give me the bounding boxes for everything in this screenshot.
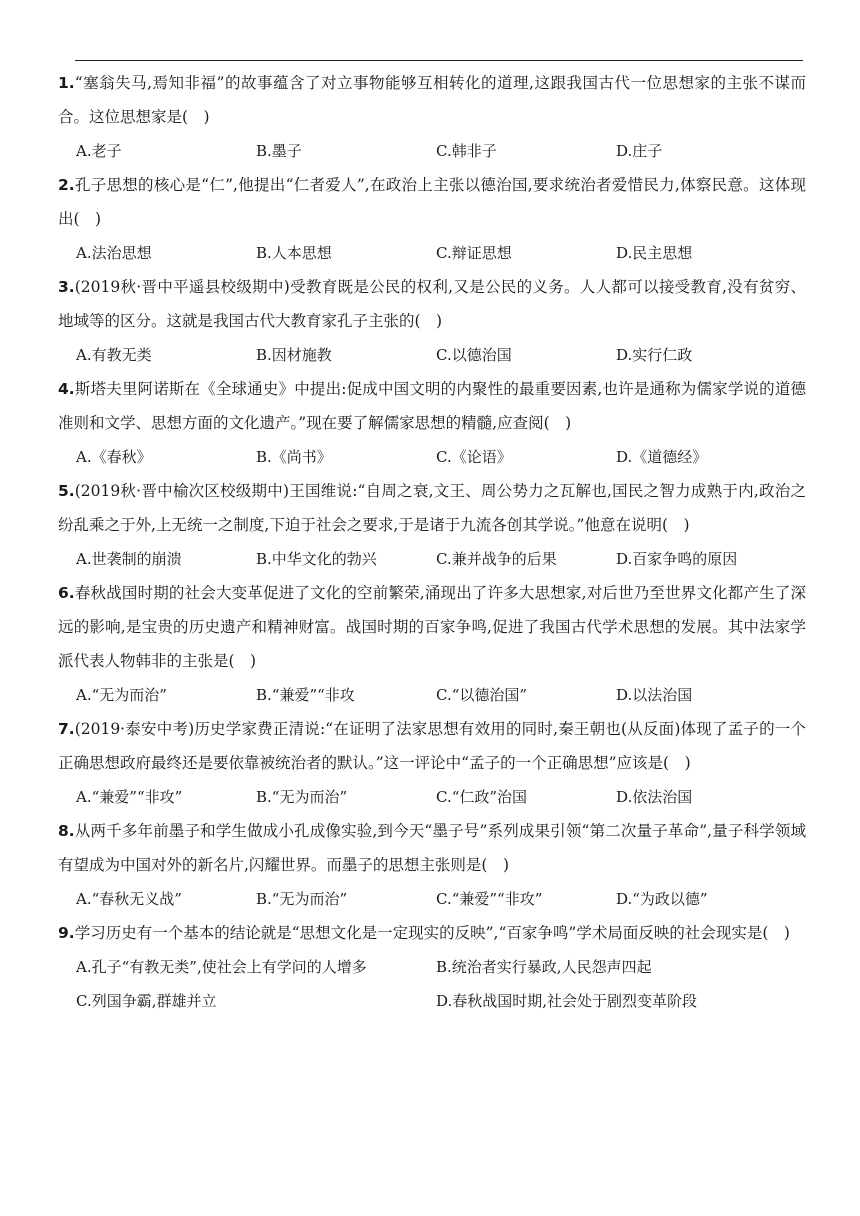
option-b[interactable] (256, 338, 436, 372)
option-d[interactable] (436, 984, 796, 1018)
option-b[interactable] (256, 882, 436, 916)
option-letter: D. (616, 448, 633, 466)
option-letter: D. (616, 244, 633, 262)
option-text: “兼爱”“非攻” (91, 788, 183, 806)
option-c[interactable] (436, 236, 616, 270)
option-text: 人本思想 (271, 244, 332, 262)
option-letter: A. (76, 890, 92, 908)
option-text: 春秋战国时期,社会处于剧烈变革阶段 (452, 992, 698, 1010)
question-number: 7. (58, 720, 75, 738)
option-a[interactable] (76, 236, 256, 270)
question-text: 斯塔夫里阿诺斯在《全球通史》中提出:促成中国文明的内聚性的最重要因素,也许是通称为儒家学说的道德准则和文学、思想方面的文化遗产。”现在要了解儒家思想的精髓,应查阅( ) (58, 380, 806, 432)
option-text: “兼爱”“非攻 (271, 686, 355, 704)
option-row (58, 678, 806, 712)
option-text: 依法治国 (632, 788, 693, 806)
option-letter: A. (76, 244, 92, 262)
option-c[interactable] (436, 678, 616, 712)
option-text: 法治思想 (91, 244, 152, 262)
option-letter: D. (616, 142, 633, 160)
option-text: 《春秋》 (91, 448, 152, 466)
option-letter: D. (616, 686, 633, 704)
question-number: 1. (58, 74, 75, 92)
option-letter: B. (256, 788, 272, 806)
question-text: (2019秋·晋中榆次区校级期中)王国维说:“自周之衰,文王、周公势力之瓦解也,国民之智力成熟于内,政治之纷乱乘之于外,上无统一之制度,下迫于社会之要求,于是诸于九流各创其学说。”他意在说明( ) (58, 482, 806, 534)
question-stem (58, 474, 806, 542)
option-c[interactable] (436, 440, 616, 474)
option-letter: C. (436, 686, 452, 704)
option-c[interactable] (436, 780, 616, 814)
option-a[interactable] (76, 950, 436, 984)
option-text: 统治者实行暴政,人民怨声四起 (451, 958, 652, 976)
option-letter: C. (436, 448, 452, 466)
option-c[interactable] (436, 542, 616, 576)
question-8 (58, 814, 806, 916)
option-text: “以德治国” (451, 686, 528, 704)
option-text: “为政以德” (632, 890, 708, 908)
question-stem (58, 168, 806, 236)
option-text: 列国争霸,群雄并立 (91, 992, 217, 1010)
option-text: 墨子 (271, 142, 302, 160)
question-number: 2. (58, 176, 75, 194)
option-row (58, 780, 806, 814)
option-d[interactable] (616, 882, 796, 916)
option-text: 中华文化的勃兴 (271, 550, 377, 568)
option-letter: C. (436, 550, 452, 568)
question-4 (58, 372, 806, 474)
option-text: “无为而治” (271, 788, 348, 806)
option-a[interactable] (76, 780, 256, 814)
question-2 (58, 168, 806, 270)
option-letter: B. (256, 448, 272, 466)
option-d[interactable] (616, 338, 796, 372)
option-letter: A. (76, 346, 92, 364)
option-text: “无为而治” (271, 890, 348, 908)
question-text: 孔子思想的核心是“仁”,他提出“仁者爱人”,在政治上主张以德治国,要求统治者爱惜民力,体察民意。这体现出( ) (58, 176, 806, 228)
option-c[interactable] (76, 984, 436, 1018)
option-d[interactable] (616, 780, 796, 814)
option-text: “兼爱”“非攻” (451, 890, 543, 908)
option-text: 百家争鸣的原因 (632, 550, 738, 568)
option-c[interactable] (436, 882, 616, 916)
option-text: 《尚书》 (271, 448, 332, 466)
question-stem (58, 916, 806, 950)
option-letter: A. (76, 142, 92, 160)
option-row (58, 542, 806, 576)
option-row (58, 338, 806, 372)
option-letter: B. (256, 244, 272, 262)
option-letter: C. (436, 788, 452, 806)
option-row (58, 236, 806, 270)
option-b[interactable] (256, 440, 436, 474)
option-b[interactable] (256, 236, 436, 270)
option-c[interactable] (436, 338, 616, 372)
option-letter: D. (436, 992, 453, 1010)
option-text: 有教无类 (91, 346, 152, 364)
question-stem (58, 814, 806, 882)
option-row (58, 984, 806, 1018)
option-row (58, 440, 806, 474)
option-text: 孔子“有教无类”,使社会上有学问的人增多 (91, 958, 367, 976)
option-d[interactable] (616, 134, 796, 168)
option-text: 辩证思想 (451, 244, 512, 262)
option-a[interactable] (76, 882, 256, 916)
option-text: 民主思想 (632, 244, 693, 262)
option-text: 韩非子 (451, 142, 497, 160)
question-stem (58, 66, 806, 134)
option-a[interactable] (76, 338, 256, 372)
question-text: 春秋战国时期的社会大变革促进了文化的空前繁荣,涌现出了许多大思想家,对后世乃至世界文化都产生了深远的影响,是宝贵的历史遗产和精神财富。战国时期的百家争鸣,促进了我国古代学术思想的发展。其中法家学派代表人物韩非的主张是( ) (58, 584, 806, 670)
option-letter: C. (76, 992, 92, 1010)
option-d[interactable] (616, 542, 796, 576)
option-letter: D. (616, 788, 633, 806)
option-letter: B. (256, 550, 272, 568)
question-text: (2019秋·晋中平遥县校级期中)受教育既是公民的权利,又是公民的义务。人人都可以接受教育,没有贫穷、地域等的区分。这就是我国古代大教育家孔子主张的( ) (58, 278, 806, 330)
option-letter: B. (256, 686, 272, 704)
question-list (58, 66, 806, 1018)
question-number: 3. (58, 278, 75, 296)
question-stem (58, 372, 806, 440)
question-7 (58, 712, 806, 814)
question-stem (58, 712, 806, 780)
question-text: “塞翁失马,焉知非福”的故事蕴含了对立事物能够互相转化的道理,这跟我国古代一位思想家的主张不谋而合。这位思想家是( ) (58, 74, 806, 126)
option-letter: B. (256, 890, 272, 908)
question-3 (58, 270, 806, 372)
option-text: “仁政”治国 (451, 788, 528, 806)
option-text: 《道德经》 (632, 448, 708, 466)
option-text: 以法治国 (632, 686, 693, 704)
option-b[interactable] (256, 780, 436, 814)
option-text: 庄子 (632, 142, 663, 160)
option-b[interactable] (436, 950, 796, 984)
option-text: 实行仁政 (632, 346, 693, 364)
option-letter: B. (256, 142, 272, 160)
option-text: 《论语》 (451, 448, 512, 466)
option-c[interactable] (436, 134, 616, 168)
question-number: 5. (58, 482, 75, 500)
option-text: 因材施教 (271, 346, 332, 364)
option-row (58, 882, 806, 916)
question-number: 8. (58, 822, 75, 840)
option-text: “无为而治” (91, 686, 167, 704)
option-letter: D. (616, 550, 633, 568)
option-letter: C. (436, 890, 452, 908)
option-letter: C. (436, 244, 452, 262)
option-text: 世袭制的崩溃 (91, 550, 182, 568)
option-letter: D. (616, 890, 633, 908)
question-number: 9. (58, 924, 75, 942)
option-d[interactable] (616, 678, 796, 712)
option-text: “春秋无义战” (91, 890, 182, 908)
option-text: 兼并战争的后果 (451, 550, 557, 568)
option-letter: B. (436, 958, 452, 976)
option-letter: B. (256, 346, 272, 364)
option-row (58, 950, 806, 984)
option-letter: A. (76, 550, 92, 568)
option-b[interactable] (256, 678, 436, 712)
option-letter: A. (76, 448, 92, 466)
option-d[interactable] (616, 236, 796, 270)
option-a[interactable] (76, 678, 256, 712)
option-letter: C. (436, 346, 452, 364)
question-text: 学习历史有一个基本的结论就是“思想文化是一定现实的反映”,“百家争鸣”学术局面反映的社会现实是( ) (74, 924, 790, 942)
option-a[interactable] (76, 440, 256, 474)
question-9 (58, 916, 806, 1018)
option-letter: A. (76, 788, 92, 806)
option-d[interactable] (616, 440, 796, 474)
option-letter: A. (76, 686, 92, 704)
question-text: 从两千多年前墨子和学生做成小孔成像实验,到今天“墨子号”系列成果引领“第二次量子革命”,量子科学领域有望成为中国对外的新名片,闪耀世界。而墨子的思想主张则是( ) (58, 822, 806, 874)
question-5 (58, 474, 806, 576)
question-number: 6. (58, 584, 75, 602)
question-text: (2019·泰安中考)历史学家费正清说:“在证明了法家思想有效用的同时,秦王朝也(从反面)体现了孟子的一个正确思想政府最终还是要依靠被统治者的默认。”这一评论中“孟子的一个正确思想”应该是( ) (58, 720, 806, 772)
option-letter: D. (616, 346, 633, 364)
option-text: 以德治国 (451, 346, 512, 364)
option-text: 老子 (91, 142, 122, 160)
question-number: 4. (58, 380, 75, 398)
option-a[interactable] (76, 134, 256, 168)
question-stem (58, 270, 806, 338)
option-b[interactable] (256, 134, 436, 168)
question-1 (58, 66, 806, 168)
option-row (58, 134, 806, 168)
option-a[interactable] (76, 542, 256, 576)
option-letter: A. (76, 958, 92, 976)
option-b[interactable] (256, 542, 436, 576)
question-stem (58, 576, 806, 678)
option-letter: C. (436, 142, 452, 160)
top-rule (75, 60, 803, 61)
question-6 (58, 576, 806, 712)
